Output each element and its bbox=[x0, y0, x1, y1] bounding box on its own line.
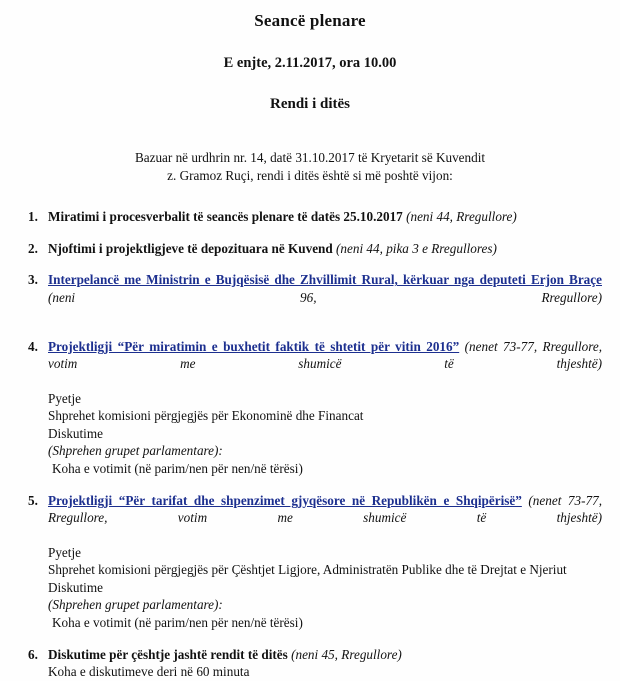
agenda-item-reference: (nenet 73-77, Rregullore, votim me shumicë të thjeshtë) bbox=[48, 492, 602, 525]
agenda-item-number: 3. bbox=[28, 272, 38, 288]
agenda-item-number: 6. bbox=[28, 646, 38, 662]
agenda-item-link[interactable]: Projektligji “Për miratimin e buxhetit faktik të shtetit për vitin 2016” bbox=[48, 338, 460, 354]
agenda-item-reference: (neni 45, Rregullore) bbox=[291, 646, 402, 662]
agenda-item-reference: (neni 44, pika 3 e Rregullores) bbox=[336, 240, 497, 256]
page-title: Seancë plenare bbox=[254, 11, 366, 30]
intro-paragraph bbox=[0, 113, 620, 185]
agenda-item-heading bbox=[48, 338, 602, 390]
agenda-item-heading bbox=[48, 240, 602, 257]
agenda-item-step: Shprehet komisioni përgjegjës për Çështjet Ligjore, Administratën Publike dhe të Drejtat e Njeriut bbox=[48, 562, 567, 578]
agenda-heading: Rendi i ditës bbox=[269, 96, 350, 112]
agenda-item-step: Diskutime bbox=[48, 579, 103, 595]
agenda-item-number: 4. bbox=[28, 338, 38, 354]
agenda-item-title: Diskutime për çështje jashtë rendit të ditës bbox=[48, 646, 292, 662]
agenda-item-reference: (neni 44, Rregullore) bbox=[406, 209, 517, 225]
agenda-item-number: 5. bbox=[28, 492, 38, 508]
agenda-item-step: Diskutime bbox=[48, 425, 103, 441]
agenda-item bbox=[0, 271, 620, 323]
agenda-item bbox=[0, 208, 620, 225]
agenda-item bbox=[0, 492, 620, 632]
agenda-item-step: Shprehet komisioni përgjegjës për Ekonominë dhe Financat bbox=[48, 408, 364, 424]
agenda-item-link[interactable]: Interpelancë me Ministrin e Bujqësisë dhe Zhvillimit Rural, kërkuar nga deputeti Erjon Braçe bbox=[48, 272, 602, 288]
agenda-item-number: 2. bbox=[28, 240, 38, 256]
agenda-item-step: Pyetje bbox=[48, 544, 81, 560]
agenda-item-title: Miratimi i procesverbalit të seancës plenare të datës 25.10.2017 bbox=[48, 209, 403, 225]
agenda-item bbox=[0, 240, 620, 257]
agenda-item-heading bbox=[48, 492, 602, 544]
agenda-item-reference: (neni 96, Rregullore) bbox=[48, 289, 602, 305]
agenda-item-steps bbox=[48, 390, 602, 478]
intro-line-2: z. Gramoz Ruçi, rendi i ditës është si më poshtë vijon: bbox=[167, 168, 453, 184]
agenda-item-step: Pyetje bbox=[48, 390, 81, 406]
agenda-item-link[interactable]: Projektligji “Për tarifat dhe shpenzimet gjyqësore në Republikën e Shqipërisë” bbox=[48, 492, 522, 508]
agenda-item-step: (Shprehen grupet parlamentare): bbox=[48, 443, 223, 459]
agenda-item-steps bbox=[48, 544, 602, 632]
session-datetime: E enjte, 2.11.2017, ora 10.00 bbox=[223, 55, 397, 71]
agenda-item bbox=[0, 646, 620, 681]
agenda-list bbox=[0, 185, 620, 680]
agenda-item-step: Koha e votimit (në parim/nen për nen/në tërësi) bbox=[52, 615, 303, 630]
agenda-item-heading bbox=[48, 271, 602, 323]
agenda-item-heading bbox=[48, 646, 602, 663]
agenda-item-step: (Shprehen grupet parlamentare): bbox=[48, 597, 223, 613]
agenda-item-step: Koha e diskutimeve deri në 60 minuta bbox=[48, 663, 250, 679]
agenda-item-step: Koha e votimit (në parim/nen për nen/në tërësi) bbox=[52, 461, 303, 476]
agenda-item-heading bbox=[48, 208, 602, 225]
agenda-item-reference: (nenet 73-77, Rregullore, votim me shumicë të thjeshtë) bbox=[48, 338, 603, 371]
agenda-item-title: Njoftimi i projektligjeve të depozituara në Kuvend bbox=[48, 240, 333, 256]
agenda-item-steps bbox=[48, 663, 602, 681]
agenda-item bbox=[0, 338, 620, 478]
agenda-item-number: 1. bbox=[28, 209, 38, 225]
intro-line-1: Bazuar në urdhrin nr. 14, datë 31.10.2017 të Kryetarit së Kuvendit bbox=[134, 150, 486, 165]
